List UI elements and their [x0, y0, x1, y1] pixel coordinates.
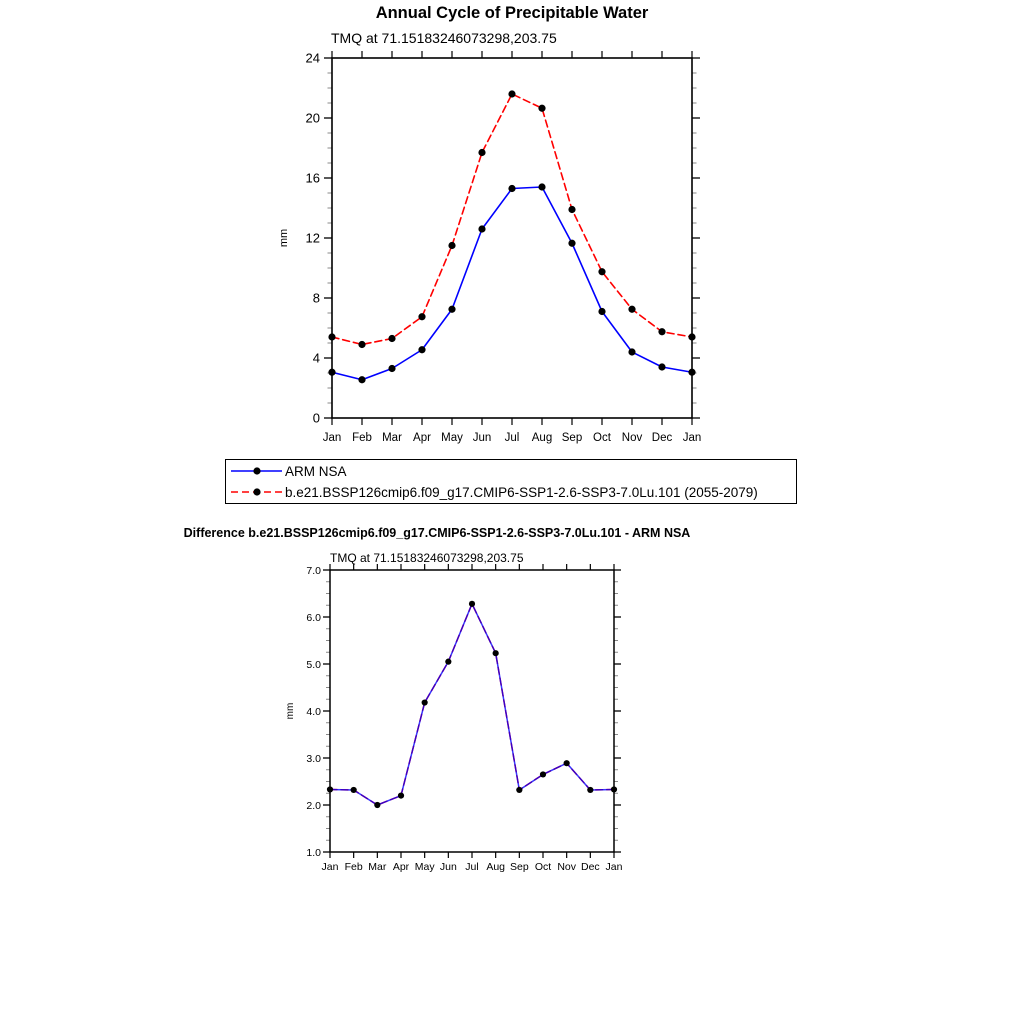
data-point-marker [418, 313, 425, 320]
legend-label-arm-nsa: ARM NSA [285, 463, 347, 479]
x-axis-tick-label: May [441, 432, 463, 444]
data-point-marker [358, 341, 365, 348]
data-point-marker [448, 306, 455, 313]
data-point-marker [351, 787, 357, 793]
y-axis-tick-label: 3.0 [306, 752, 321, 765]
series-line [332, 187, 692, 380]
legend-sample-model-case [229, 484, 285, 500]
data-point-marker [611, 786, 617, 792]
x-axis-tick-label: Dec [580, 861, 600, 873]
data-point-marker [564, 760, 570, 766]
y-axis-tick-label: 4 [312, 350, 320, 366]
x-axis-tick-label: Jan [322, 432, 342, 444]
data-point-marker [658, 328, 665, 335]
data-point-marker [538, 183, 545, 190]
x-axis-tick-label: Jun [439, 861, 457, 873]
data-point-marker [493, 650, 499, 656]
data-point-marker [598, 268, 605, 275]
x-axis-tick-label: Feb [352, 432, 372, 444]
data-point-marker [688, 333, 695, 340]
series-line [330, 604, 614, 805]
x-axis-tick-label: Sep [509, 861, 529, 873]
series-line [330, 604, 614, 805]
x-axis-tick-label: Apr [392, 861, 410, 873]
x-axis-tick-label: Nov [621, 432, 643, 444]
legend-label-model-case: b.e21.BSSP126cmip6.f09_g17.CMIP6-SSP1-2.6-SSP3-7.0Lu.101 (2055-2079) [285, 484, 758, 500]
plot-frame [330, 570, 614, 852]
data-point-marker [478, 225, 485, 232]
y-axis-label: mm [285, 702, 296, 720]
data-point-marker [445, 659, 451, 665]
x-axis-tick-label: Feb [344, 861, 363, 873]
y-axis-tick-label: 2.0 [306, 799, 321, 812]
x-axis-tick-label: Aug [486, 861, 506, 873]
x-axis-tick-label: Mar [382, 432, 402, 444]
data-point-marker [628, 348, 635, 355]
data-point-marker [568, 206, 575, 213]
legend-sample-arm-nsa [229, 463, 285, 479]
y-axis-tick-label: 8 [312, 290, 320, 306]
y-axis-tick-label: 7.0 [306, 564, 321, 577]
data-point-marker [538, 105, 545, 112]
data-point-marker [516, 787, 522, 793]
data-point-marker [587, 787, 593, 793]
x-axis-tick-label: Aug [531, 432, 553, 444]
chart2-title: Difference b.e21.BSSP126cmip6.f09_g17.CMIP6-SSP1-2.6-SSP3-7.0Lu.101 - ARM NSA [183, 526, 691, 540]
data-point-marker [422, 699, 428, 705]
legend-box [225, 459, 797, 504]
data-point-marker [388, 335, 395, 342]
x-axis-tick-label: Jun [472, 432, 492, 444]
legend-sample-marker [253, 467, 260, 474]
chart1-subtitle: TMQ at 71.15183246073298,203.75 [331, 30, 557, 46]
chart1-title: Annual Cycle of Precipitable Water [375, 4, 649, 22]
legend-entry-arm-nsa [229, 461, 796, 481]
y-axis-label: mm [278, 228, 290, 248]
data-point-marker [540, 771, 546, 777]
y-axis-tick-label: 5.0 [306, 658, 321, 671]
data-point-marker [688, 369, 695, 376]
y-axis-tick-label: 24 [305, 50, 320, 66]
x-axis-tick-label: Jan [321, 861, 339, 873]
y-axis-tick-label: 0 [312, 410, 320, 426]
x-axis-tick-label: Mar [368, 861, 387, 873]
legend-entry-model-case [229, 482, 796, 502]
data-point-marker [508, 185, 515, 192]
y-axis-tick-label: 16 [305, 170, 320, 186]
data-point-marker [388, 365, 395, 372]
x-axis-tick-label: Oct [593, 432, 611, 444]
x-axis-tick-label: Jan [605, 861, 623, 873]
data-point-marker [598, 308, 605, 315]
x-axis-tick-label: Jan [682, 432, 702, 444]
y-axis-tick-label: 6.0 [306, 611, 321, 624]
y-axis-tick-label: 1.0 [306, 846, 321, 859]
x-axis-tick-label: Oct [534, 861, 552, 873]
data-point-marker [358, 376, 365, 383]
x-axis-tick-label: Apr [413, 432, 431, 444]
series-line [332, 94, 692, 345]
data-point-marker [628, 306, 635, 313]
data-point-marker [658, 363, 665, 370]
data-point-marker [418, 346, 425, 353]
x-axis-tick-label: Jul [504, 432, 520, 444]
x-axis-tick-label: Dec [651, 432, 673, 444]
x-axis-tick-label: Jul [465, 861, 479, 873]
legend-sample-marker [253, 488, 260, 495]
data-point-marker [398, 793, 404, 799]
data-point-marker [478, 149, 485, 156]
x-axis-tick-label: May [414, 861, 435, 873]
data-point-marker [327, 786, 333, 792]
data-point-marker [374, 802, 380, 808]
data-point-marker [328, 333, 335, 340]
data-point-marker [469, 601, 475, 607]
y-axis-tick-label: 4.0 [306, 705, 321, 718]
data-point-marker [508, 90, 515, 97]
data-point-marker [448, 242, 455, 249]
data-point-marker [328, 369, 335, 376]
chart2-subtitle: TMQ at 71.15183246073298,203.75 [330, 551, 524, 565]
y-axis-tick-label: 12 [305, 230, 320, 246]
y-axis-tick-label: 20 [305, 110, 320, 126]
x-axis-tick-label: Nov [557, 861, 577, 873]
x-axis-tick-label: Sep [561, 432, 583, 444]
plot-frame [332, 58, 692, 418]
data-point-marker [568, 240, 575, 247]
